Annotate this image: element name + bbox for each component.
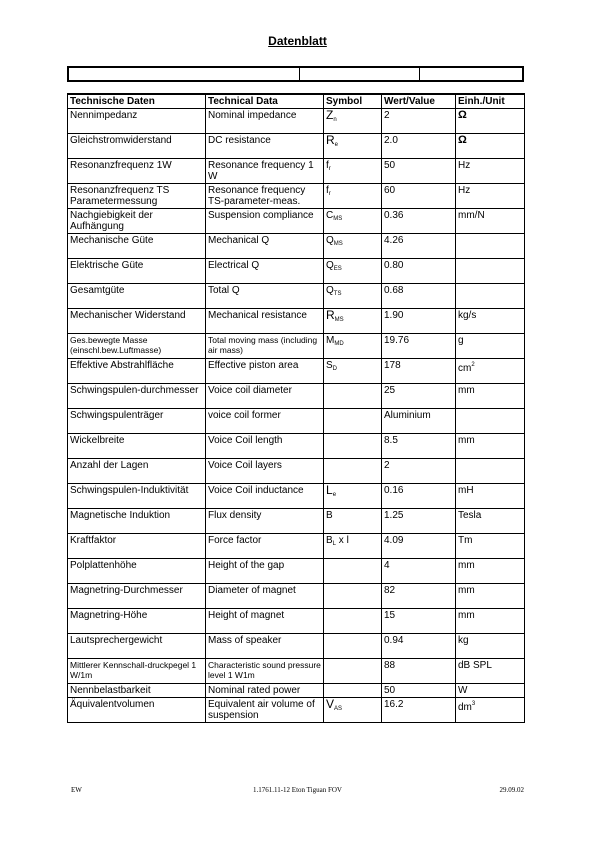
table-row: [68, 109, 525, 134]
footer-date: 29.09.02: [499, 786, 524, 794]
footer-author: EW: [71, 786, 82, 794]
param-name-de: Polplattenhöhe: [68, 559, 206, 584]
table-header-row: [68, 94, 525, 109]
param-name-de: Mittlerer Kennschall-druckpegel 1 W/1m: [68, 659, 206, 684]
symbol-text: $Z_n$: [326, 108, 337, 123]
symbol-text: $f_r$: [326, 185, 331, 197]
param-symbol: [324, 284, 382, 309]
param-symbol: [324, 534, 382, 559]
table-row: [68, 359, 525, 384]
ohm-unit: Ω: [458, 109, 467, 121]
table-row: [68, 209, 525, 234]
param-unit: kg: [456, 634, 525, 659]
table-row: [68, 334, 525, 359]
param-value: 1.90: [382, 309, 456, 334]
param-name-de: Schwingspulen-Induktivität: [68, 484, 206, 509]
param-value: 82: [382, 584, 456, 609]
table-row: [68, 484, 525, 509]
param-value: 50: [382, 684, 456, 698]
symbol-text: $M_{MD}$: [326, 335, 344, 347]
param-unit: Hz: [456, 159, 525, 184]
param-value: 25: [382, 384, 456, 409]
param-value: 4.26: [382, 234, 456, 259]
param-value: 0.94: [382, 634, 456, 659]
param-value: 8.5: [382, 434, 456, 459]
param-unit: [456, 284, 525, 309]
param-value: 2: [382, 109, 456, 134]
param-symbol: [324, 509, 382, 534]
param-name-en: Voice Coil length: [206, 434, 324, 459]
symbol-text: $Q_{TS}$: [326, 285, 342, 297]
param-name-en: Height of magnet: [206, 609, 324, 634]
symbol-text: $R_{MS}$: [326, 308, 344, 323]
param-name-en: Diameter of magnet: [206, 584, 324, 609]
table-row: [68, 184, 525, 209]
symbol-text: B: [326, 510, 333, 521]
column-header: Technical Data: [206, 94, 324, 109]
param-symbol: [324, 434, 382, 459]
param-symbol: [324, 109, 382, 134]
param-value: 4.09: [382, 534, 456, 559]
param-name-de: Schwingspulen-durchmesser: [68, 384, 206, 409]
param-value: 4: [382, 559, 456, 584]
table-row: [68, 309, 525, 334]
param-value: 15: [382, 609, 456, 634]
param-name-en: Nominal rated power: [206, 684, 324, 698]
table-row: [68, 634, 525, 659]
header-cell: [69, 68, 300, 80]
param-unit: Tm: [456, 534, 525, 559]
symbol-text: $V_{AS}$: [326, 697, 343, 712]
header-cell: [300, 68, 420, 80]
param-unit: [456, 259, 525, 284]
param-name-de: Resonanzfrequenz TS Parametermessung: [68, 184, 206, 209]
param-value: 0.80: [382, 259, 456, 284]
param-symbol: [324, 359, 382, 384]
param-name-en: voice coil former: [206, 409, 324, 434]
param-name-de: Magnetring-Durchmesser: [68, 584, 206, 609]
param-symbol: [324, 634, 382, 659]
param-name-en: Total moving mass (including air mass): [206, 334, 324, 359]
param-name-de: Wickelbreite: [68, 434, 206, 459]
param-unit: mm: [456, 384, 525, 409]
table-row: [68, 659, 525, 684]
param-symbol: [324, 209, 382, 234]
param-unit: mm: [456, 434, 525, 459]
param-symbol: [324, 259, 382, 284]
param-value: 0.68: [382, 284, 456, 309]
param-name-en: Voice Coil layers: [206, 459, 324, 484]
param-name-de: Nennimpedanz: [68, 109, 206, 134]
table-row: [68, 459, 525, 484]
ohm-unit: Ω: [458, 134, 467, 146]
table-row: [68, 698, 525, 723]
param-name-en: Suspension compliance: [206, 209, 324, 234]
symbol-text: $C_{MS}$: [326, 210, 343, 222]
header-cell: [420, 68, 522, 80]
param-value: 50: [382, 159, 456, 184]
param-symbol: [324, 309, 382, 334]
column-header: Symbol: [324, 94, 382, 109]
symbol-text: $f_r$: [326, 160, 331, 172]
table-row: [68, 134, 525, 159]
header-info-box: [67, 66, 524, 82]
param-value: 0.36: [382, 209, 456, 234]
table-row: [68, 584, 525, 609]
table-row: [68, 259, 525, 284]
param-unit: [456, 134, 525, 159]
symbol-text: $B_L$ x l: [326, 535, 349, 547]
table-row: [68, 384, 525, 409]
param-value: 2: [382, 459, 456, 484]
param-name-de: Gleichstromwiderstand: [68, 134, 206, 159]
datasheet-table: [67, 93, 525, 723]
param-name-de: Magnetische Induktion: [68, 509, 206, 534]
symbol-text: $Q_{ES}$: [326, 260, 342, 272]
param-symbol: [324, 559, 382, 584]
param-value: 178: [382, 359, 456, 384]
param-name-en: Electrical Q: [206, 259, 324, 284]
param-name-de: Mechanische Güte: [68, 234, 206, 259]
param-value: 1.25: [382, 509, 456, 534]
table-row: [68, 509, 525, 534]
symbol-text: $L_e$: [326, 483, 337, 498]
param-symbol: [324, 334, 382, 359]
param-name-en: Mechanical resistance: [206, 309, 324, 334]
param-name-en: Mechanical Q: [206, 234, 324, 259]
param-name-en: Equivalent air volume of suspension: [206, 698, 324, 723]
param-name-de: Lautsprechergewicht: [68, 634, 206, 659]
param-unit: $dm^3$: [456, 698, 525, 723]
param-unit: kg/s: [456, 309, 525, 334]
table-row: [68, 409, 525, 434]
param-symbol: [324, 134, 382, 159]
param-name-de: Elektrische Güte: [68, 259, 206, 284]
table-row: [68, 609, 525, 634]
param-name-en: DC resistance: [206, 134, 324, 159]
param-name-de: Nachgiebigkeit der Aufhängung: [68, 209, 206, 234]
param-symbol: [324, 698, 382, 723]
param-unit: mH: [456, 484, 525, 509]
table-row: [68, 434, 525, 459]
param-value: 2.0: [382, 134, 456, 159]
param-symbol: [324, 384, 382, 409]
param-unit: mm: [456, 584, 525, 609]
param-name-de: Ges.bewegte Masse (einschl.bew.Luftmasse): [68, 334, 206, 359]
param-symbol: [324, 484, 382, 509]
param-unit: g: [456, 334, 525, 359]
param-name-de: Resonanzfrequenz 1W: [68, 159, 206, 184]
param-symbol: [324, 459, 382, 484]
symbol-text: $S_D$: [326, 360, 338, 372]
param-name-de: Kraftfaktor: [68, 534, 206, 559]
column-header: Wert/Value: [382, 94, 456, 109]
param-unit: [456, 459, 525, 484]
param-name-en: Mass of speaker: [206, 634, 324, 659]
param-name-de: Nennbelastbarkeit: [68, 684, 206, 698]
footer-document-id: 1.1761.11-12 Eton Tiguan FOV: [252, 786, 342, 794]
table-row: [68, 234, 525, 259]
param-name-de: Magnetring-Höhe: [68, 609, 206, 634]
param-unit: dB SPL: [456, 659, 525, 684]
column-header: Einh./Unit: [456, 94, 525, 109]
param-symbol: [324, 609, 382, 634]
param-name-de: Effektive Abstrahlfläche: [68, 359, 206, 384]
param-unit: Hz: [456, 184, 525, 209]
param-value: 19.76: [382, 334, 456, 359]
param-symbol: [324, 234, 382, 259]
symbol-text: $R_e$: [326, 133, 339, 148]
table-row: [68, 559, 525, 584]
param-name-en: Nominal impedance: [206, 109, 324, 134]
param-value: 16.2: [382, 698, 456, 723]
param-symbol: [324, 409, 382, 434]
table-row: [68, 534, 525, 559]
table-row: [68, 284, 525, 309]
table-body: [68, 109, 525, 723]
param-symbol: [324, 159, 382, 184]
table-row: [68, 684, 525, 698]
param-symbol: [324, 184, 382, 209]
table-row: [68, 159, 525, 184]
param-name-en: Resonance frequency TS-parameter-meas.: [206, 184, 324, 209]
param-name-de: Äquivalentvolumen: [68, 698, 206, 723]
param-name-en: Characteristic sound pressure level 1 W1m: [206, 659, 324, 684]
param-unit: Tesla: [456, 509, 525, 534]
param-value: Aluminium: [382, 409, 456, 434]
param-unit: W: [456, 684, 525, 698]
param-name-en: Flux density: [206, 509, 324, 534]
param-name-de: Mechanischer Widerstand: [68, 309, 206, 334]
param-symbol: [324, 584, 382, 609]
param-unit: mm/N: [456, 209, 525, 234]
param-name-en: Effective piston area: [206, 359, 324, 384]
param-unit: [456, 234, 525, 259]
param-name-en: Height of the gap: [206, 559, 324, 584]
param-name-de: Schwingspulenträger: [68, 409, 206, 434]
param-symbol: [324, 659, 382, 684]
param-unit: mm: [456, 609, 525, 634]
param-name-en: Voice Coil inductance: [206, 484, 324, 509]
param-value: 0.16: [382, 484, 456, 509]
param-name-en: Total Q: [206, 284, 324, 309]
param-name-de: Anzahl der Lagen: [68, 459, 206, 484]
param-unit: [456, 409, 525, 434]
param-name-en: Force factor: [206, 534, 324, 559]
param-name-de: Gesamtgüte: [68, 284, 206, 309]
param-symbol: [324, 684, 382, 698]
param-name-en: Resonance frequency 1 W: [206, 159, 324, 184]
param-unit: mm: [456, 559, 525, 584]
symbol-text: $Q_{MS}$: [326, 235, 343, 247]
param-value: 60: [382, 184, 456, 209]
param-unit: [456, 109, 525, 134]
param-value: 88: [382, 659, 456, 684]
param-name-en: Voice coil diameter: [206, 384, 324, 409]
param-unit: $cm^2$: [456, 359, 525, 384]
column-header: Technische Daten: [68, 94, 206, 109]
page-title: Datenblatt: [268, 34, 327, 48]
